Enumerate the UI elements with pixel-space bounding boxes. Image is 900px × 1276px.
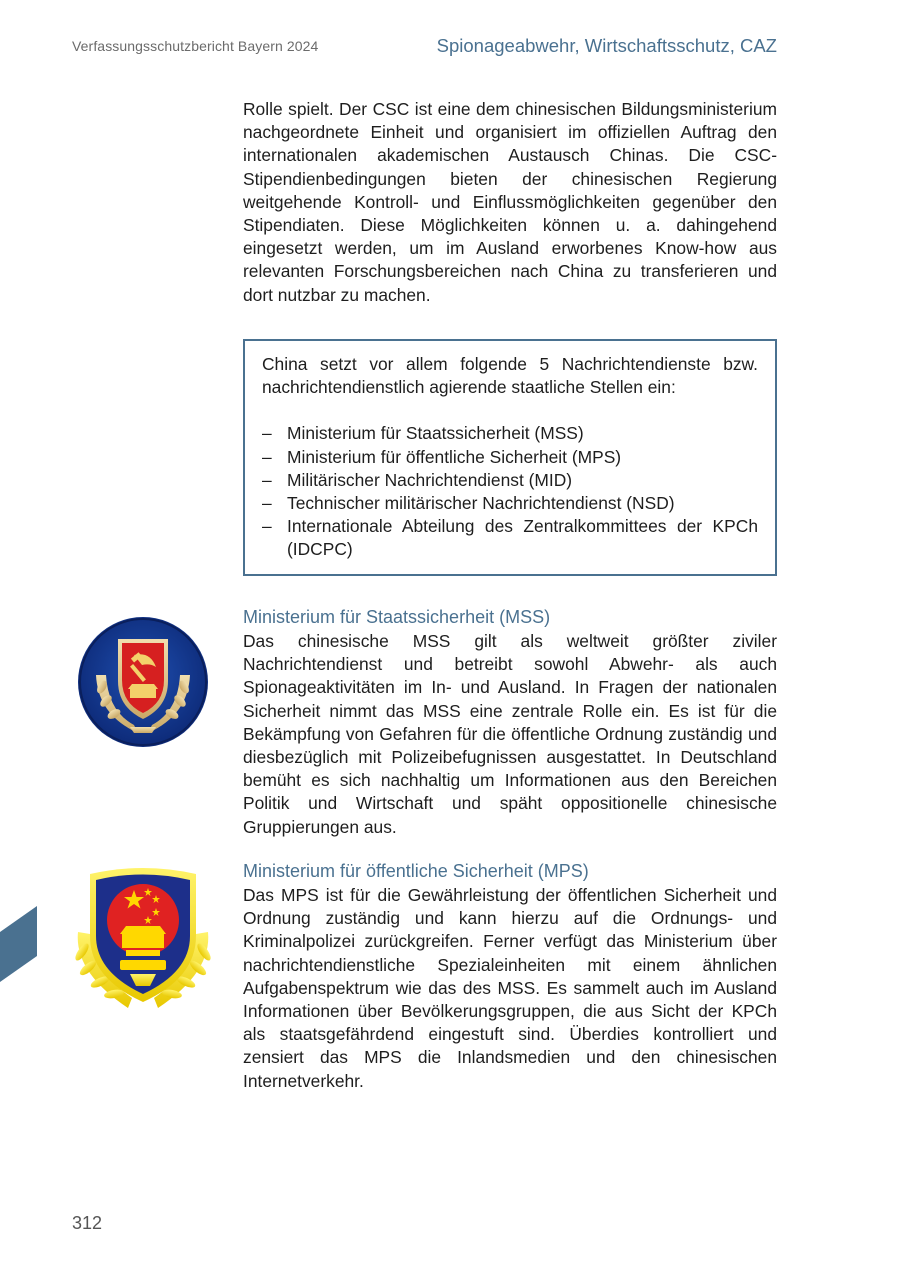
info-box-intro: China setzt vor allem folgende 5 Nachrichtendienste bzw. nachrichtendienstlich agierende staatliche Stellen ein: (262, 354, 758, 398)
intro-paragraph: Rolle spielt. Der CSC ist eine dem chinesischen Bildungsministerium nachgeordnete Einheit und organisiert im offiziellen Auftrag den internationalen akademischen Austausch Chinas. Die CSC-Stipendienbedingungen bieten der chinesischen Regierung weitgehende Kontroll- und Einflussmöglichkeiten gegenüber den Stipendiaten. Diese Möglichkeiten können u. a. dahingehend eingesetzt werden, um im Ausland erworbenes Know-how aus relevanten Forschungsbereichen nach China zu transferieren und dort nutzbar zu machen. (243, 99, 777, 305)
list-item-text: Technischer militärischer Nachrichtendienst (NSD) (287, 493, 675, 514)
list-item (262, 446, 758, 469)
running-header-title: Verfassungsschutzbericht Bayern 2024 (72, 38, 319, 54)
mss-emblem-icon (76, 615, 210, 749)
services-list (262, 422, 758, 561)
list-bullet: – (262, 516, 272, 537)
list-item-text: Internationale Abteilung des Zentralkommittees der KPCh (IDCPC) (287, 516, 758, 560)
list-item (262, 469, 758, 492)
chapter-side-tab (0, 906, 37, 982)
list-bullet: – (262, 423, 272, 444)
mss-section-text: Das chinesische MSS gilt als weltweit größter ziviler Nachrichtendienst und betreibt sowohl Abwehr- als auch Spionageaktivitäten im In- und Ausland. In Fragen der nationalen Sicherheit nimmt das MSS eine zentrale Rolle ein. Es ist für die Bekämpfung von Gefahren für die öffentliche Ordnung zuständig und diesbezüglich mit Polizeibefugnissen ausgestattet. In Deutschland bemüht es sich nachhaltig um Informationen aus den Bereichen Politik und Wirtschaft und späht oppositionelle chinesische Gruppierungen aus. (243, 631, 777, 837)
list-bullet: – (262, 446, 272, 467)
mps-section-text: Das MPS ist für die Gewährleistung der öffentlichen Sicherheit und Ordnung zuständig und kann hierzu auf die Ordnungs- und Kriminalpolizei zurückgreifen. Ferner verfügt das Ministerium über nachrichtendienstliche Spezialeinheiten mit einem ähnlichen Aufgabenspektrum wie das des MSS. Es sammelt auch im Ausland Informationen über Bevölkerungsgruppen, die aus Sicht der KPCh als staatsgefährdend eingestuft sind. Überdies kontrolliert und zensiert das MPS die Inlandsmedien und den chinesischen Internetverkehr. (243, 885, 777, 1091)
list-item (262, 515, 758, 561)
list-item-text: Militärischer Nachrichtendienst (MID) (287, 469, 573, 490)
mss-section-heading: Ministerium für Staatssicherheit (MSS) (243, 607, 551, 627)
mps-section-heading: Ministerium für öffentliche Sicherheit (MPS) (243, 861, 589, 881)
list-item-text: Ministerium für öffentliche Sicherheit (MPS) (287, 446, 622, 467)
page-number: 312 (72, 1213, 103, 1233)
list-item-text: Ministerium für Staatssicherheit (MSS) (287, 423, 584, 444)
running-header-chapter: Spionageabwehr, Wirtschaftsschutz, CAZ (436, 35, 777, 56)
mps-emblem-icon (70, 862, 216, 1012)
list-item (262, 422, 758, 445)
list-bullet: – (262, 493, 272, 514)
list-item (262, 492, 758, 515)
list-bullet: – (262, 469, 272, 490)
intelligence-services-box (243, 339, 777, 576)
